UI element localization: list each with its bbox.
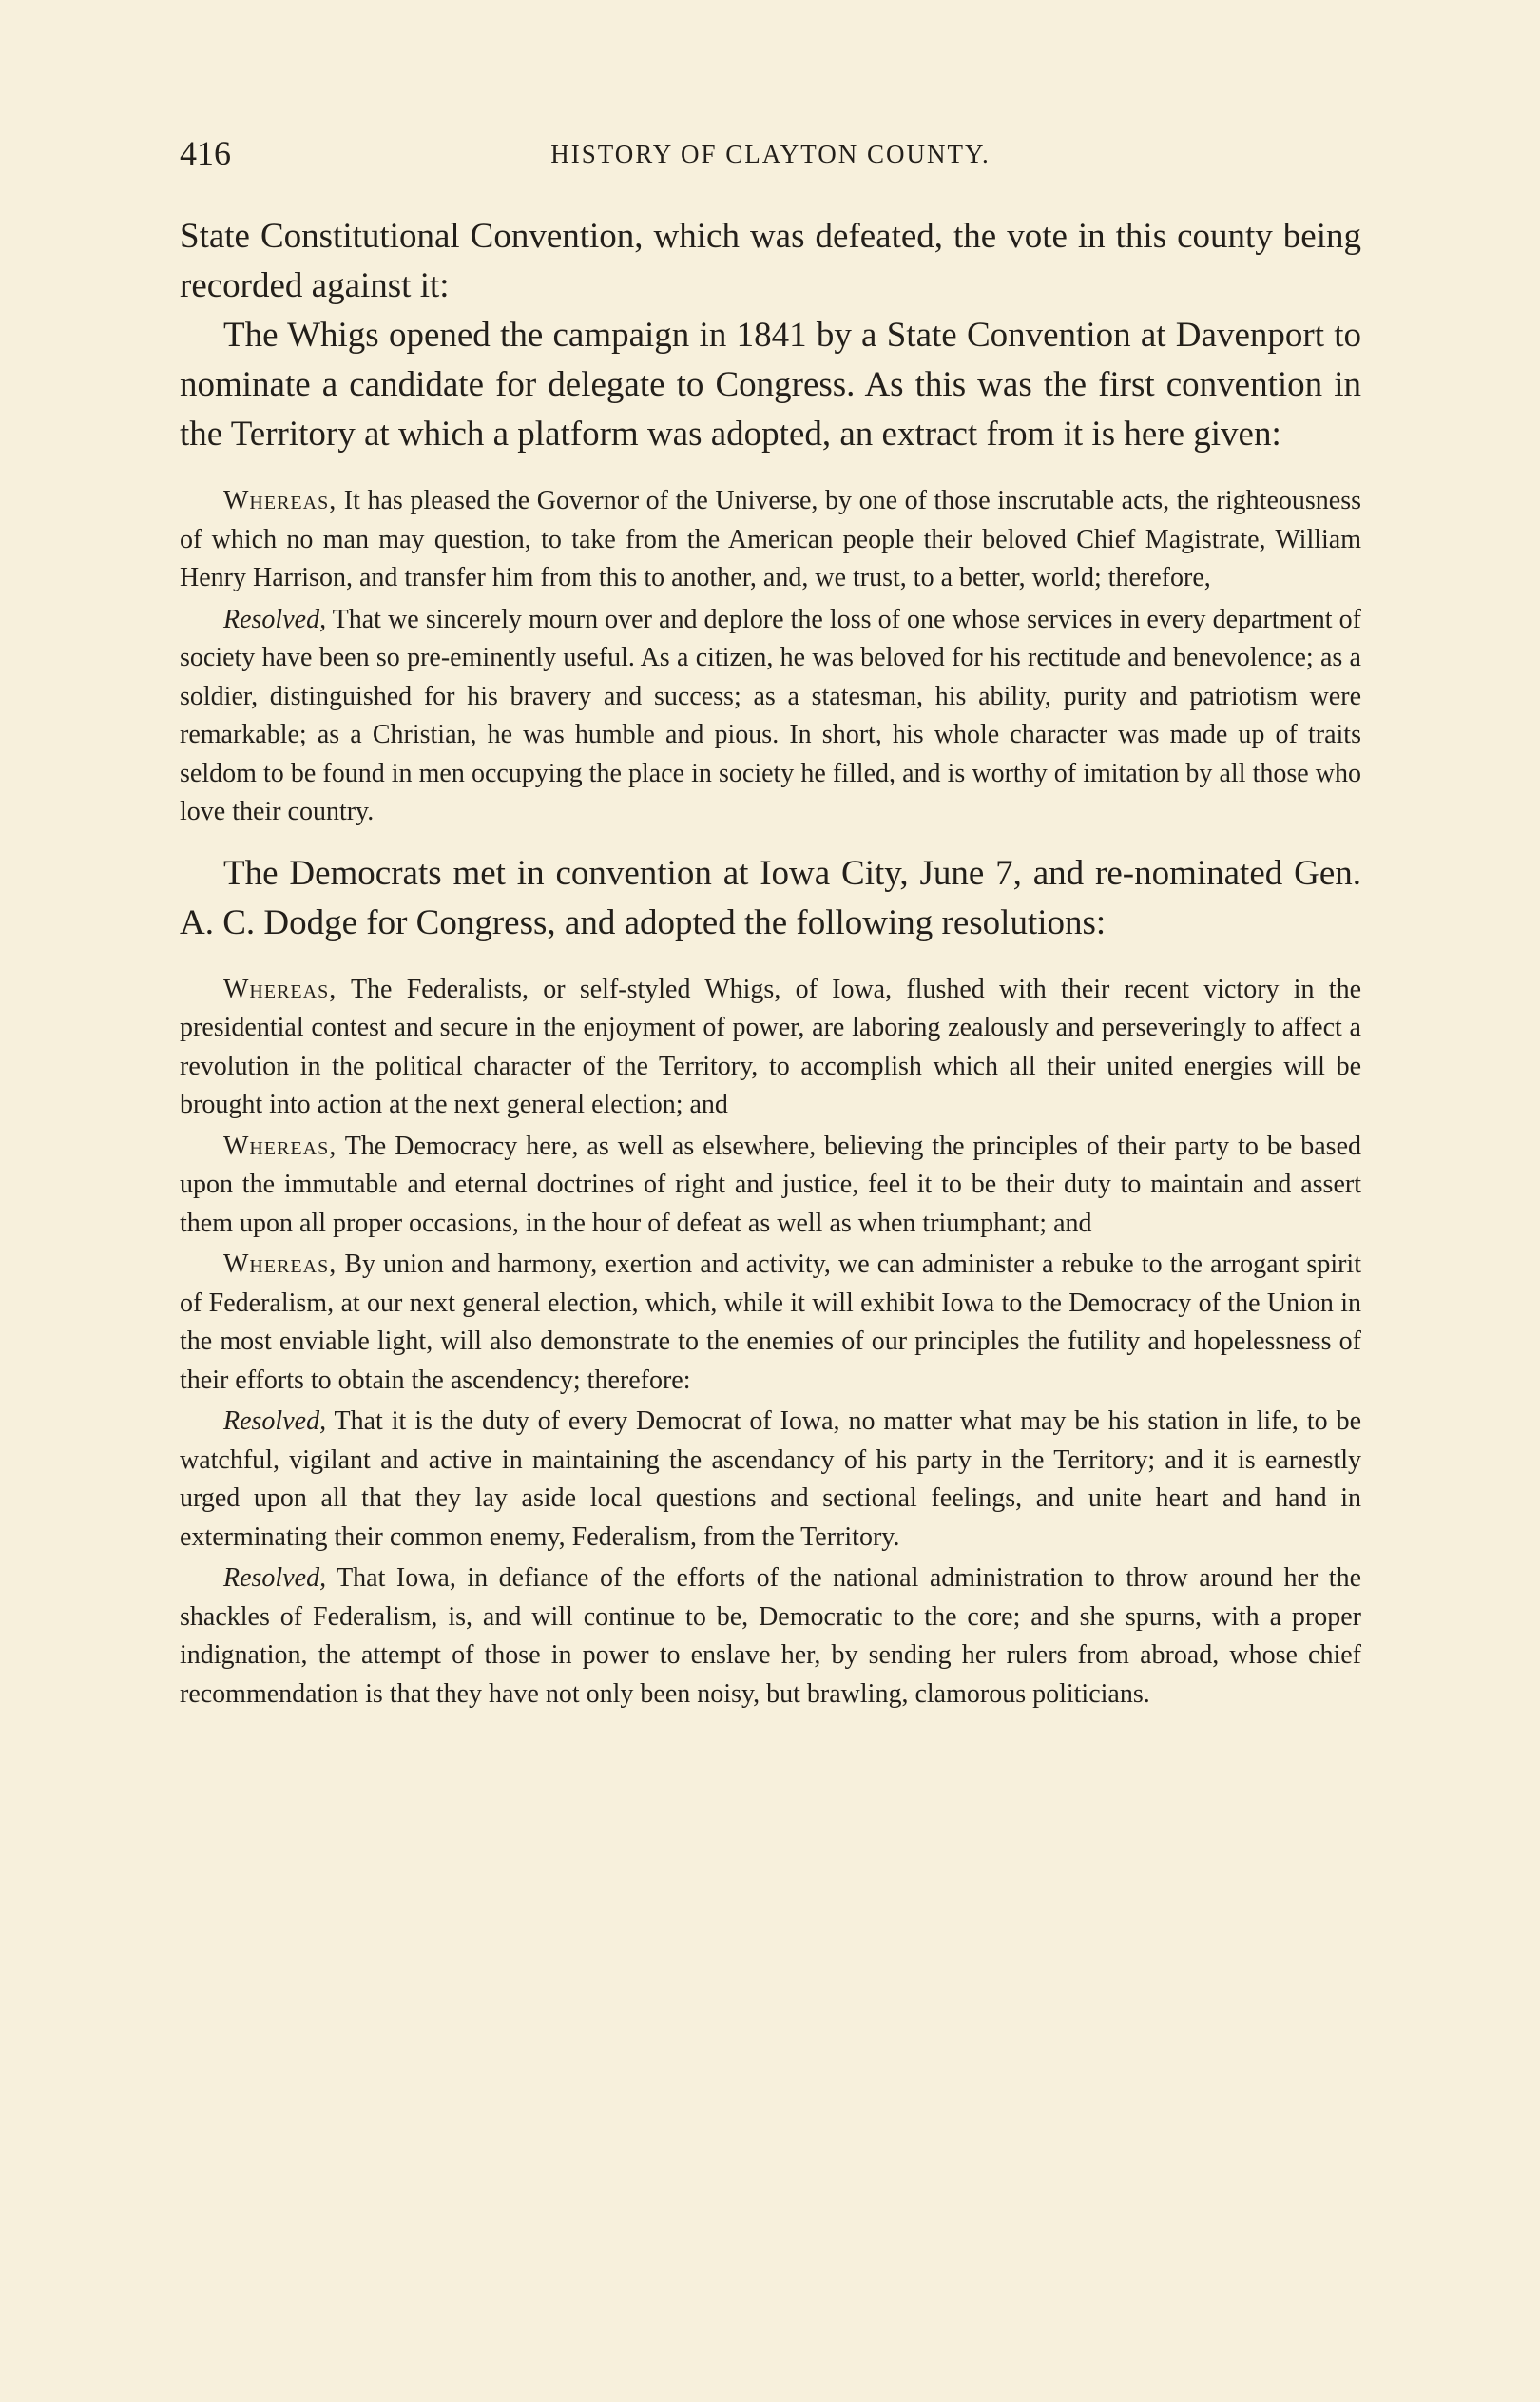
democrat-whereas-1-paragraph [180, 971, 1361, 1125]
resolved-lead: Resolved, [223, 1563, 327, 1593]
whereas-lead: Whereas, [223, 1131, 337, 1161]
whereas-text: The Federalists, or self-styled Whigs, of Iowa, flushed with their recent victory in the presidential contest and secure in the enjoyment of power, are laboring zealously and perseveringly to affect a revolution in the political character of the Territory, to accomplish which all their united energies will be brought into action at the next general election; and [180, 974, 1361, 1119]
resolved-lead: Resolved, [223, 1406, 327, 1436]
whereas-lead: Whereas, [223, 974, 337, 1004]
resolved-text: That it is the duty of every Democrat of Iowa, no matter what may be his station in life, to be watchful, vigilant and active in maintaining the ascendancy of his party in the Territory; and it is earnestly urged upon all that they lay aside local questions and sectional feelings, and unite heart and hand in exterminating their common enemy, Federalism, from the Territory. [180, 1406, 1361, 1552]
whigs-intro-paragraph: The Whigs opened the campaign in 1841 by a State Convention at Davenport to nominate a candidate for delegate to Congress. As this was the first convention in the Territory at which a platform was adopted, an extract from it is here given: [180, 316, 1361, 454]
whereas-text: The Democracy here, as well as elsewhere, believing the principles of their party to be based upon the immutable and eternal doctrines of right and justice, feel it to be their duty to maintain and assert them upon all proper occasions, in the hour of defeat as well as when triumphant; and [180, 1131, 1361, 1238]
whig-whereas-paragraph [180, 482, 1361, 598]
resolved-lead: Resolved, [223, 604, 327, 634]
democrat-whereas-2-paragraph [180, 1128, 1361, 1244]
page-number: 416 [180, 134, 231, 172]
democrats-intro-paragraph: The Democrats met in convention at Iowa City, June 7, and re-nominated Gen. A. C. Dodge for Congress, and adopted the following resolutions: [180, 853, 1361, 942]
running-head: HISTORY OF CLAYTON COUNTY. [550, 140, 991, 168]
whig-resolved-paragraph [180, 601, 1361, 832]
democrat-resolved-1-paragraph [180, 1403, 1361, 1557]
democrat-whereas-3-paragraph [180, 1246, 1361, 1400]
whereas-lead: Whereas, [223, 1249, 337, 1279]
whereas-lead: Whereas, [223, 486, 337, 515]
whereas-text: It has pleased the Governor of the Universe, by one of those inscrutable acts, the righteousness of which no man may question, to take from the American people their beloved Chief Magistrate, William Henry Harrison, and transfer him from this to another, and, we trust, to a better, world; therefore, [180, 486, 1361, 592]
democrat-resolved-2-paragraph [180, 1559, 1361, 1714]
resolved-text: That Iowa, in defiance of the efforts of the national administration to throw around her the shackles of Federalism, is, and will continue to be, Democratic to the core; and she spurns, with a proper indignation, the attempt of those in power to enslave her, by sending her rulers from abroad, whose chief recommendation is that they have not only been noisy, but brawling, clamorous politicians. [180, 1563, 1361, 1709]
intro-paragraph: State Constitutional Convention, which was defeated, the vote in this county being recorded against it: [180, 217, 1361, 305]
page-header [180, 129, 1361, 177]
resolved-text: That we sincerely mourn over and deplore the loss of one whose services in every department of society have been so pre-eminently useful. As a citizen, he was beloved for his rectitude and benevolence; as a soldier, distinguished for his bravery and success; as a statesman, his ability, purity and patriotism were remarkable; as a Christian, he was humble and pious. In short, his whole character was made up of traits seldom to be found in men occupying the place in society he filled, and is worthy of imitation by all those who love their country. [180, 604, 1361, 826]
whereas-text: By union and harmony, exertion and activity, we can administer a rebuke to the arrogant spirit of Federalism, at our next general election, which, while it will exhibit Iowa to the Democracy of the Union in the most enviable light, will also demonstrate to the enemies of our principles the futility and hopelessness of their efforts to obtain the ascendency; therefore: [180, 1249, 1361, 1395]
